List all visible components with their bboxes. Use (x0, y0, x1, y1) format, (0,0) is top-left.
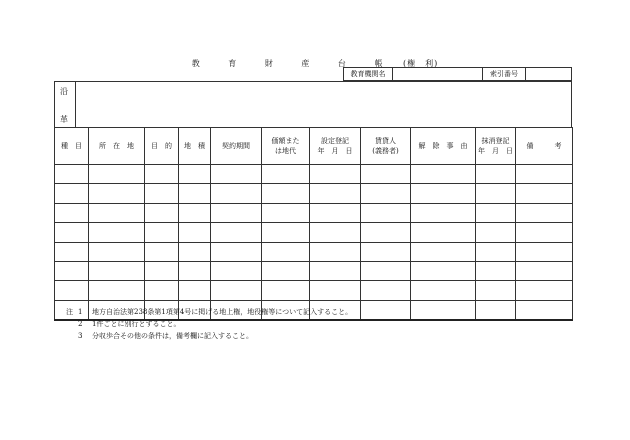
table-cell[interactable] (179, 281, 211, 300)
org-name-box (343, 67, 483, 81)
table-cell[interactable] (516, 223, 573, 242)
index-number-field[interactable] (526, 68, 571, 80)
table-cell[interactable] (89, 203, 145, 222)
table-cell[interactable] (310, 242, 361, 261)
note-number: 3 (78, 332, 83, 340)
title-char: 帳 (374, 59, 384, 68)
table-cell[interactable] (145, 242, 179, 261)
table-row (55, 203, 573, 222)
col-header-value: 価額また は地代 (262, 128, 310, 165)
table-cell[interactable] (55, 261, 89, 280)
table-cell[interactable] (361, 261, 411, 280)
table-cell[interactable] (476, 281, 516, 300)
index-number-box (483, 67, 572, 81)
table-cell[interactable] (361, 300, 411, 320)
history-label (55, 82, 76, 127)
table-cell[interactable] (55, 223, 89, 242)
table-cell[interactable] (476, 300, 516, 320)
history-label-char: 革 (60, 115, 68, 124)
table-cell[interactable] (310, 184, 361, 203)
note-number: 2 (78, 320, 83, 328)
table-cell[interactable] (361, 242, 411, 261)
table-cell[interactable] (516, 242, 573, 261)
table-cell[interactable] (476, 203, 516, 222)
col-header-erasure-date: 抹消登記 年 月 日 (476, 128, 516, 165)
note-item (66, 330, 352, 342)
table-cell[interactable] (262, 184, 310, 203)
table-cell[interactable] (476, 165, 516, 184)
col-header-remarks: 備 考 (516, 128, 573, 165)
table-cell[interactable] (89, 242, 145, 261)
col-header-location: 所 在 地 (89, 128, 145, 165)
col-header-registration-date: 設定登記 年 月 日 (310, 128, 361, 165)
table-cell[interactable] (55, 281, 89, 300)
table-cell[interactable] (411, 223, 476, 242)
table-cell[interactable] (262, 203, 310, 222)
table-cell[interactable] (476, 242, 516, 261)
table-cell[interactable] (89, 261, 145, 280)
title-suffix: (権 利) (403, 59, 439, 68)
table-row (55, 242, 573, 261)
col-header-type: 種 目 (55, 128, 89, 165)
table-cell[interactable] (145, 165, 179, 184)
table-cell[interactable] (262, 165, 310, 184)
table-cell[interactable] (179, 242, 211, 261)
table-cell[interactable] (411, 300, 476, 320)
col-header-lessor: 賃貸人 (義務者) (361, 128, 411, 165)
table-cell[interactable] (361, 165, 411, 184)
table-cell[interactable] (361, 184, 411, 203)
table-cell[interactable] (411, 281, 476, 300)
col-header-purpose: 目 的 (145, 128, 179, 165)
table-cell[interactable] (145, 203, 179, 222)
table-cell[interactable] (262, 261, 310, 280)
table-cell[interactable] (211, 261, 262, 280)
table-cell[interactable] (179, 165, 211, 184)
header-row (55, 128, 573, 165)
table-cell[interactable] (516, 281, 573, 300)
table-cell[interactable] (55, 165, 89, 184)
table-cell[interactable] (310, 261, 361, 280)
notes (66, 306, 352, 342)
table-cell[interactable] (310, 223, 361, 242)
table-cell[interactable] (516, 203, 573, 222)
table-cell[interactable] (516, 300, 573, 320)
table-row (55, 165, 573, 184)
table-cell[interactable] (310, 203, 361, 222)
table-row (55, 281, 573, 300)
table-cell[interactable] (211, 281, 262, 300)
table-cell[interactable] (55, 242, 89, 261)
table-cell[interactable] (361, 281, 411, 300)
table-cell[interactable] (145, 184, 179, 203)
table-cell[interactable] (89, 165, 145, 184)
table-cell[interactable] (55, 203, 89, 222)
table-cell[interactable] (476, 184, 516, 203)
table-cell[interactable] (411, 261, 476, 280)
table-cell[interactable] (262, 223, 310, 242)
rights-ledger-table (54, 127, 573, 321)
org-name-field[interactable] (393, 68, 483, 80)
table-cell[interactable] (55, 184, 89, 203)
title-char: 財 (264, 59, 274, 68)
table-cell[interactable] (89, 223, 145, 242)
table-cell[interactable] (145, 281, 179, 300)
history-field[interactable] (76, 82, 571, 127)
note-item (66, 318, 352, 330)
title-char: 台 (337, 59, 347, 68)
table-cell[interactable] (179, 184, 211, 203)
col-header-contract-period: 契約期間 (211, 128, 262, 165)
note-prefix: 注 (66, 308, 73, 316)
table-cell[interactable] (179, 223, 211, 242)
col-header-cancellation-reason: 解 除 事 由 (411, 128, 476, 165)
table-cell[interactable] (516, 184, 573, 203)
table-cell[interactable] (411, 184, 476, 203)
col-header-area: 地 積 (179, 128, 211, 165)
title-char: 教 (191, 59, 201, 68)
note-number: 1 (78, 308, 83, 316)
title-char: 育 (228, 59, 238, 68)
table-cell[interactable] (411, 242, 476, 261)
note-item (66, 306, 352, 318)
table-row (55, 184, 573, 203)
table-cell[interactable] (411, 203, 476, 222)
table-cell[interactable] (179, 261, 211, 280)
title-char: 産 (301, 59, 311, 68)
table-cell[interactable] (211, 242, 262, 261)
table-cell[interactable] (179, 203, 211, 222)
org-name-label: 教育機関名 (344, 68, 393, 80)
table-cell[interactable] (476, 223, 516, 242)
note-text: 地方自治法第238条第1項第4号に掲げる地上権，地役権等について記入すること。 (92, 308, 353, 316)
table-cell[interactable] (211, 203, 262, 222)
table-cell[interactable] (361, 203, 411, 222)
table-cell[interactable] (211, 184, 262, 203)
table-cell[interactable] (476, 261, 516, 280)
history-label-char: 沿 (60, 87, 68, 96)
table-row (55, 261, 573, 280)
table-cell[interactable] (516, 261, 573, 280)
table-cell[interactable] (211, 165, 262, 184)
table-cell[interactable] (310, 165, 361, 184)
note-text: 分収歩合その他の条件は，備考欄に記入すること。 (92, 332, 253, 340)
table-cell[interactable] (262, 281, 310, 300)
note-text: 1件ごとに別行とすること。 (92, 320, 181, 328)
table-cell[interactable] (262, 242, 310, 261)
table-cell[interactable] (145, 223, 179, 242)
table-cell[interactable] (211, 223, 262, 242)
table-cell[interactable] (145, 261, 179, 280)
table-cell[interactable] (89, 184, 145, 203)
history-section (54, 81, 572, 127)
table-cell[interactable] (411, 165, 476, 184)
table-cell[interactable] (310, 281, 361, 300)
table-cell[interactable] (361, 223, 411, 242)
table-cell[interactable] (516, 165, 573, 184)
table-cell[interactable] (89, 281, 145, 300)
table-row (55, 223, 573, 242)
index-number-label: 索引番号 (483, 68, 526, 80)
